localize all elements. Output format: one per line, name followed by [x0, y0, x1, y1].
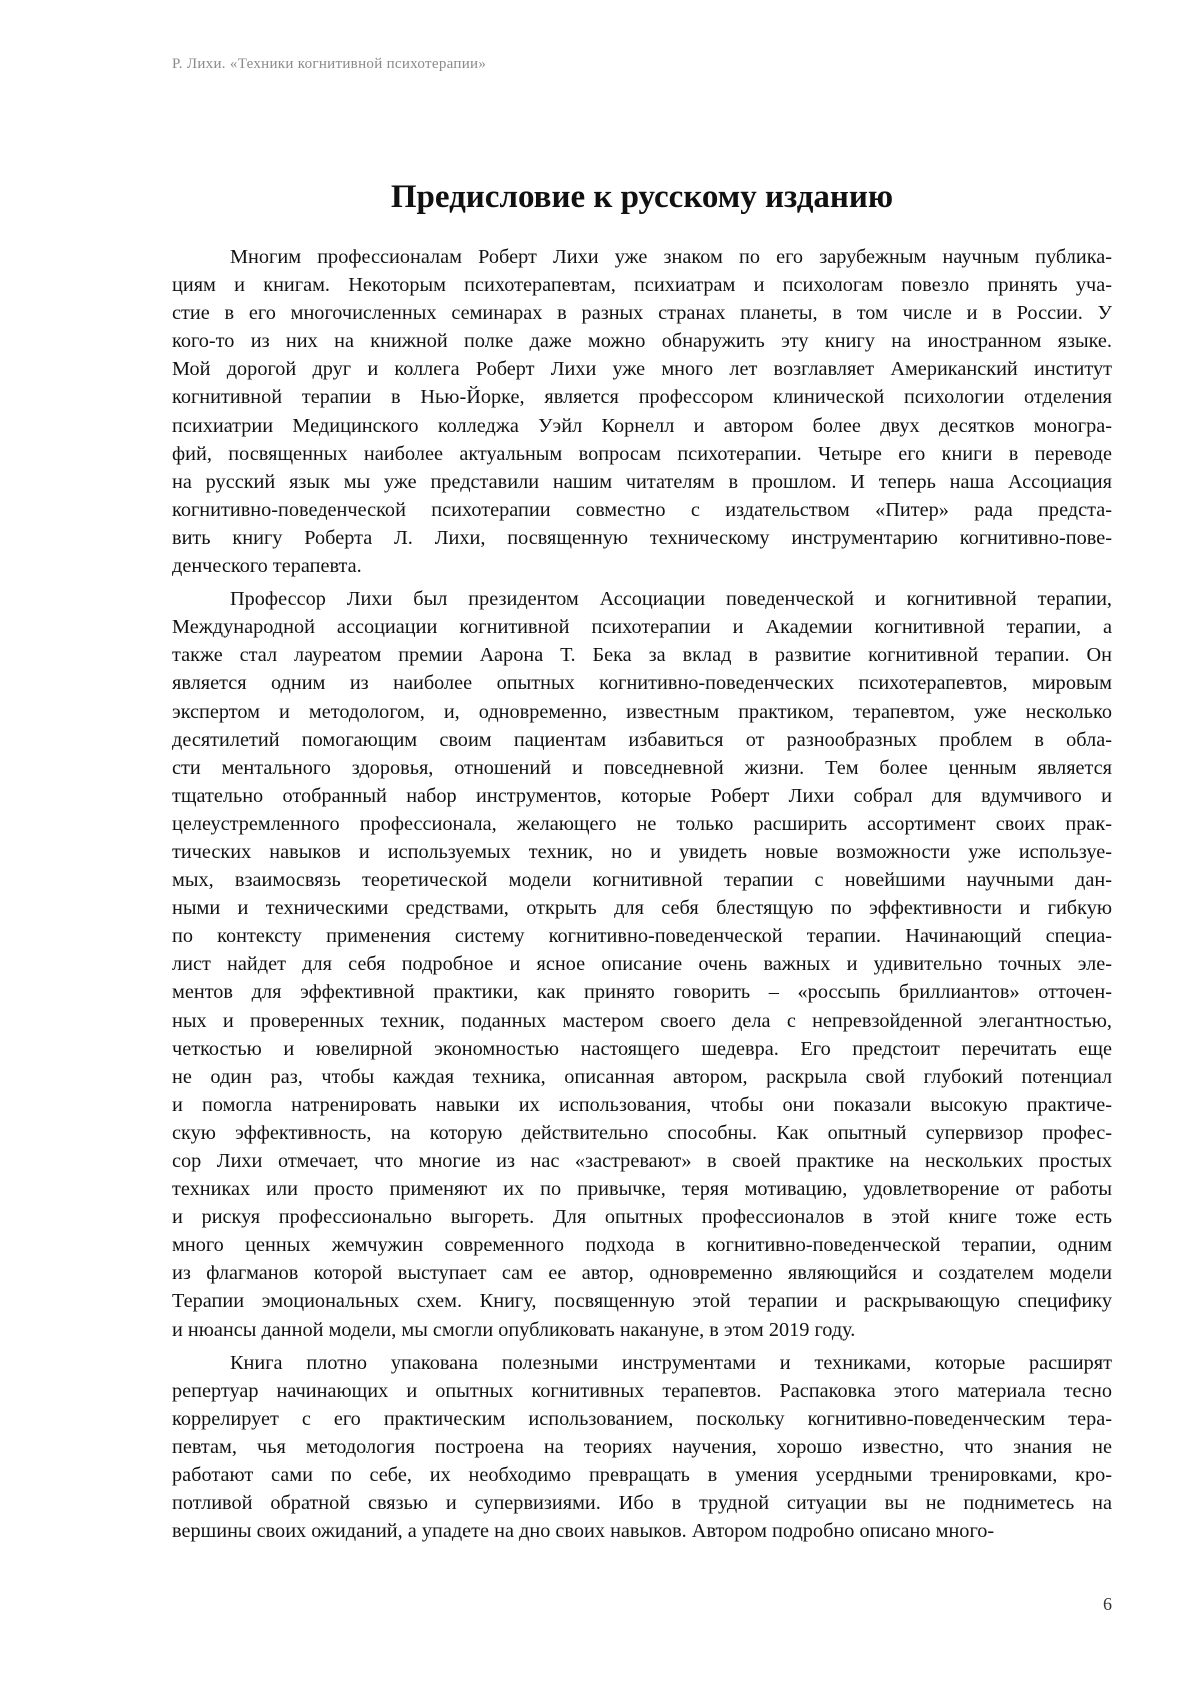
paragraph	[172, 1349, 1112, 1546]
text-line: работают сами по себе, их необходимо превращать в умения усердными тренировками, кро-	[172, 1464, 1112, 1487]
text-line: тщательно отобранный набор инструментов, которые Роберт Лихи собрал для вдумчивого и	[172, 784, 1112, 807]
text-line: вершины своих ожиданий, а упадете на дно своих навыков. Автором подробно описано много-	[172, 1520, 995, 1543]
text-line: сти ментального здоровья, отношений и повседневной жизни. Тем более ценным является	[172, 756, 1112, 779]
text-line: много ценных жемчужин современного подхода в когнитивно-поведенческой терапии, одним	[172, 1234, 1112, 1257]
text-line: стие в его многочисленных семинарах в разных странах планеты, в том числе и в России. У	[172, 302, 1112, 325]
text-line: Мой дорогой друг и коллега Роберт Лихи уже много лет возглавляет Американский институт	[172, 358, 1112, 381]
text-line: сор Лихи отмечает, что многие из нас «застревают» в своей практике на нескольких простых	[172, 1150, 1112, 1172]
running-header: Р. Лихи. «Техники когнитивной психотерапии»	[172, 56, 487, 72]
body-text	[172, 243, 1112, 1545]
text-line: тических навыков и используемых техник, но и увидеть новые возможности уже используе-	[172, 840, 1112, 863]
text-line: психиатрии Медицинского колледжа Уэйл Корнелл и автором более двух десятков моногра-	[172, 414, 1112, 437]
text-line: и помогла натренировать навыки их использования, чтобы они показали высокую практиче-	[172, 1093, 1112, 1116]
text-line: репертуар начинающих и опытных когнитивных терапевтов. Распаковка этого материала тесно	[172, 1379, 1112, 1402]
text-line: Многим профессионалам Роберт Лихи уже знаком по его зарубежным научным публика-	[230, 246, 1112, 268]
text-line: потливой обратной связью и супервизиями. Ибо в трудной ситуации вы не подниметесь на	[172, 1492, 1112, 1515]
text-line: четкостью и ювелирной экономностью настоящего шедевра. Его предстоит перечитать еще	[172, 1037, 1112, 1060]
text-line: Терапии эмоциональных схем. Книгу, посвященную этой терапии и раскрывающую специфику	[172, 1290, 1112, 1313]
paragraph	[172, 243, 1112, 580]
text-line: также стал лауреатом премии Аарона Т. Бека за вклад в развитие когнитивной терапии. Он	[172, 644, 1112, 667]
paragraph	[172, 585, 1112, 1344]
text-line: техниках или просто применяют их по привычке, теряя мотивацию, удовлетворение от работы	[172, 1178, 1112, 1201]
text-line: из флагманов которой выступает сам ее автор, одновременно являющийся и создателем модели	[172, 1262, 1112, 1285]
text-line: певтам, чья методология построена на теориях научения, хорошо известно, что знания не	[172, 1435, 1112, 1458]
text-line: на русский язык мы уже представили нашим читателям в прошлом. И теперь наша Ассоциация	[172, 470, 1112, 493]
text-line: целеустремленного профессионала, желающего не только расширить ассортимент своих прак-	[172, 812, 1112, 835]
text-line: когнитивно-поведенческой психотерапии совместно с издательством «Питер» рада предста-	[172, 498, 1112, 521]
text-line: Книга плотно упакована полезными инструментами и техниками, которые расширят	[230, 1351, 1112, 1374]
text-line: денческого терапевта.	[172, 555, 362, 578]
text-line: не один раз, чтобы каждая техника, описанная автором, раскрыла свой глубокий потенциал	[172, 1065, 1112, 1088]
text-line: мых, взаимосвязь теоретической модели когнитивной терапии с новейшими научными дан-	[172, 869, 1112, 892]
text-line: циям и книгам. Некоторым психотерапевтам, психиатрам и психологам повезло принять уча-	[172, 274, 1112, 297]
text-line: и рискуя профессионально выгореть. Для опытных профессионалов в этой книге тоже есть	[172, 1206, 1112, 1229]
text-line: и нюансы данной модели, мы смогли опубликовать накануне, в этом 2019 году.	[172, 1318, 856, 1341]
text-line: ных и проверенных техник, поданных мастером своего дела с непревзойденной элегантностью,	[172, 1009, 1112, 1032]
text-line: Международной ассоциации когнитивной психотерапии и Академии когнитивной терапии, а	[172, 616, 1112, 639]
text-line: по контексту применения систему когнитивно-поведенческой терапии. Начинающий специа-	[172, 925, 1112, 948]
text-line: когнитивной терапии в Нью-Йорке, является профессором клинической психологии отделения	[172, 386, 1112, 409]
text-line: скую эффективность, на которую действительно способны. Как опытный супервизор профес-	[172, 1121, 1112, 1144]
text-line: кого-то из них на книжной полке даже можно обнаружить эту книгу на иностранном языке.	[172, 330, 1112, 353]
text-line: является одним из наиболее опытных когнитивно-поведенческих психотерапевтов, мировым	[172, 672, 1112, 695]
text-line: фий, посвященных наиболее актуальным вопросам психотерапии. Четыре его книги в переводе	[172, 442, 1112, 465]
page-title: Предисловие к русскому изданию	[390, 179, 894, 215]
text-line: десятилетий помогающим своим пациентам избавиться от разнообразных проблем в обла-	[172, 728, 1112, 751]
text-line: вить книгу Роберта Л. Лихи, посвященную техническому инструментарию когнитивно-пове-	[172, 526, 1112, 549]
paragraphs-container	[172, 243, 1112, 1545]
text-line: лист найдет для себя подробное и ясное описание очень важных и удивительно точных эле-	[172, 953, 1112, 976]
text-line: ными и техническими средствами, открыть для себя блестящую по эффективности и гибкую	[172, 897, 1112, 920]
page-number: 6	[1103, 1594, 1112, 1614]
text-line: экспертом и методологом, и, одновременно, известным практиком, терапевтом, уже несколько	[172, 700, 1112, 723]
text-line: ментов для эффективной практики, как принято говорить – «россыпь бриллиантов» отточен-	[172, 981, 1112, 1004]
text-line: коррелирует с его практическим использованием, поскольку когнитивно-поведенческим тера-	[172, 1407, 1112, 1430]
text-line: Профессор Лихи был президентом Ассоциации поведенческой и когнитивной терапии,	[230, 588, 1112, 611]
